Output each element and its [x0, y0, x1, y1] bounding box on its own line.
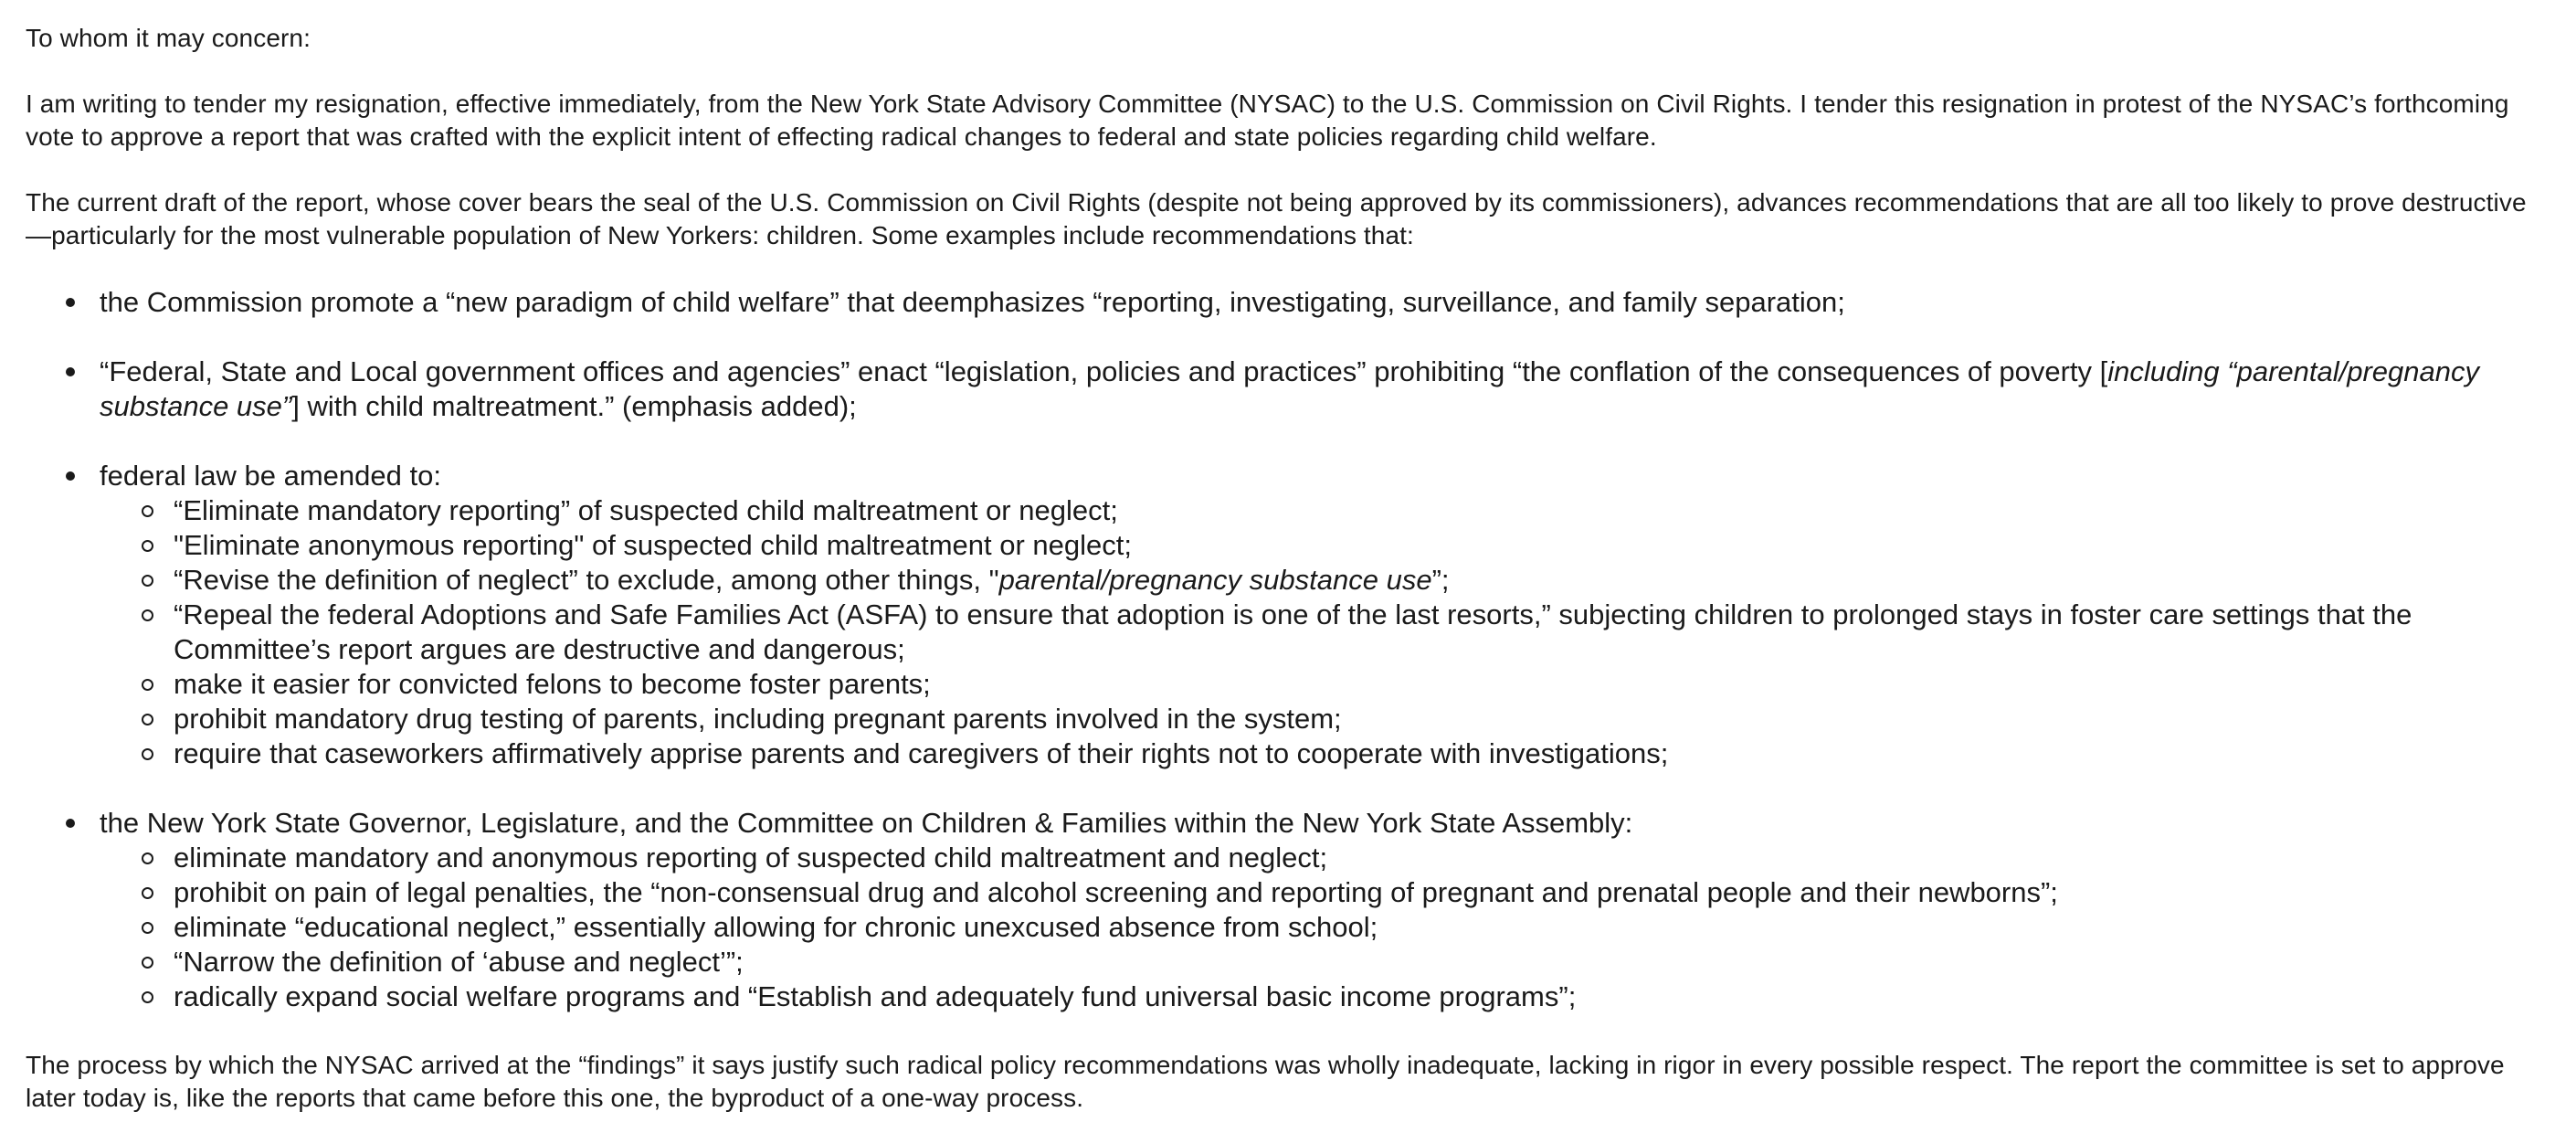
sub-list-item-text: prohibit mandatory drug testing of parents, including pregnant parents involved in the system; — [174, 703, 1342, 735]
list-item-text: the New York State Governor, Legislature, and the Committee on Children & Families within the New York State Assembly: — [100, 807, 1633, 839]
sub-list-item-text: “Repeal the federal Adoptions and Safe Families Act (ASFA) to ensure that adoption is one of the last resorts,” subjecting children to prolonged stays in foster care settings that the Committee’s report argues are destructive and dangerous; — [174, 598, 2412, 665]
bullet-dot-icon — [66, 367, 75, 376]
state-sublist — [100, 841, 2550, 1014]
sub-list-item-text: require that caseworkers affirmatively apprise parents and caregivers of their rights not to cooperate with investigations; — [174, 737, 1669, 769]
bullet-circle-icon — [142, 922, 153, 934]
paragraph-report-draft: The current draft of the report, whose cover bears the seal of the U.S. Commission on Civil Rights (despite not being approved by its commissioners), advances recommendations that are all too likely to prove destructive—particularly for the most vulnerable population of New Yorkers: children. Some examples include recommendations that: — [26, 188, 2527, 249]
sub-list-item-emphasis: parental/pregnancy substance use — [998, 564, 1432, 596]
sub-list-item-text: prohibit on pain of legal penalties, the “non-consensual drug and alcohol screening and reporting of pregnant and prenatal people and their newborns”; — [174, 876, 2058, 908]
list-item-text: the Commission promote a “new paradigm of child welfare” that deemphasizes “reporting, investigating, surveillance, and family separation; — [100, 286, 1845, 318]
bullet-dot-icon — [66, 298, 75, 307]
sub-list-item-text: “Eliminate mandatory reporting” of suspected child maltreatment or neglect; — [174, 494, 1118, 526]
sub-list-item — [100, 945, 2550, 979]
federal-law-sublist — [100, 493, 2550, 771]
sub-list-item — [100, 875, 2550, 910]
paragraph-resignation: I am writing to tender my resignation, effective immediately, from the New York State Advisory Committee (NYSAC) to the U.S. Commission on Civil Rights. I tender this resignation in protest of the NYSAC’s forthcoming vote to approve a report that was crafted with the explicit intent of effecting radical changes to federal and state policies regarding child welfare. — [26, 90, 2509, 151]
bullet-circle-icon — [142, 957, 153, 969]
sub-list-item-text: eliminate “educational neglect,” essentially allowing for chronic unexcused absence from school; — [174, 911, 1378, 943]
sub-list-item — [100, 528, 2550, 563]
bullet-dot-icon — [66, 471, 75, 481]
sub-list-item — [100, 979, 2550, 1014]
bullet-circle-icon — [142, 852, 153, 864]
paragraph-process: The process by which the NYSAC arrived at the “findings” it says justify such radical policy recommendations was wholly inadequate, lacking in rigor in every possible respect. The report the committee is set to approve later today is, like the reports that came before this one, the byproduct of a one-way process. — [26, 1051, 2505, 1112]
sub-list-item — [100, 667, 2550, 702]
sub-list-item-text: ”; — [1431, 564, 1450, 596]
sub-list-item-text: radically expand social welfare programs and “Establish and adequately fund universal basic income programs”; — [174, 980, 1577, 1012]
bullet-circle-icon — [142, 679, 153, 691]
sub-list-item — [100, 702, 2550, 736]
sub-list-item — [100, 841, 2550, 875]
bullet-circle-icon — [142, 991, 153, 1003]
bullet-circle-icon — [142, 714, 153, 725]
bullet-circle-icon — [142, 540, 153, 552]
bullet-circle-icon — [142, 575, 153, 587]
list-item-text: federal law be amended to: — [100, 460, 441, 492]
list-item — [26, 285, 2550, 320]
sub-list-item-text: “Revise the definition of neglect” to exclude, among other things, " — [174, 564, 999, 596]
salutation: To whom it may concern: — [26, 24, 311, 52]
sub-list-item-text: "Eliminate anonymous reporting" of suspected child maltreatment or neglect; — [174, 529, 1132, 561]
sub-list-item — [100, 563, 2550, 598]
bullet-circle-icon — [142, 505, 153, 517]
sub-list-item-text: “Narrow the definition of ‘abuse and neglect’”; — [174, 946, 744, 978]
list-item — [26, 806, 2550, 1014]
sub-list-item-text: eliminate mandatory and anonymous reporting of suspected child maltreatment and neglect; — [174, 842, 1328, 874]
recommendation-list — [26, 285, 2550, 1014]
list-item-emphasis: including “parental/pregnancy substance use” — [100, 355, 2479, 422]
bullet-dot-icon — [66, 819, 75, 828]
sub-list-item-text: make it easier for convicted felons to become foster parents; — [174, 668, 931, 700]
bullet-circle-icon — [142, 609, 153, 621]
bullet-circle-icon — [142, 748, 153, 760]
list-item — [26, 355, 2550, 424]
sub-list-item — [100, 736, 2550, 771]
list-item-text: “Federal, State and Local government offices and agencies” enact “legislation, policies and practices” prohibiting “the conflation of the consequences of poverty [ — [100, 355, 2108, 387]
bullet-circle-icon — [142, 887, 153, 899]
sub-list-item — [100, 493, 2550, 528]
sub-list-item — [100, 598, 2550, 667]
list-item-text: ] with child maltreatment.” (emphasis added); — [291, 390, 857, 422]
sub-list-item — [100, 910, 2550, 945]
list-item — [26, 459, 2550, 771]
